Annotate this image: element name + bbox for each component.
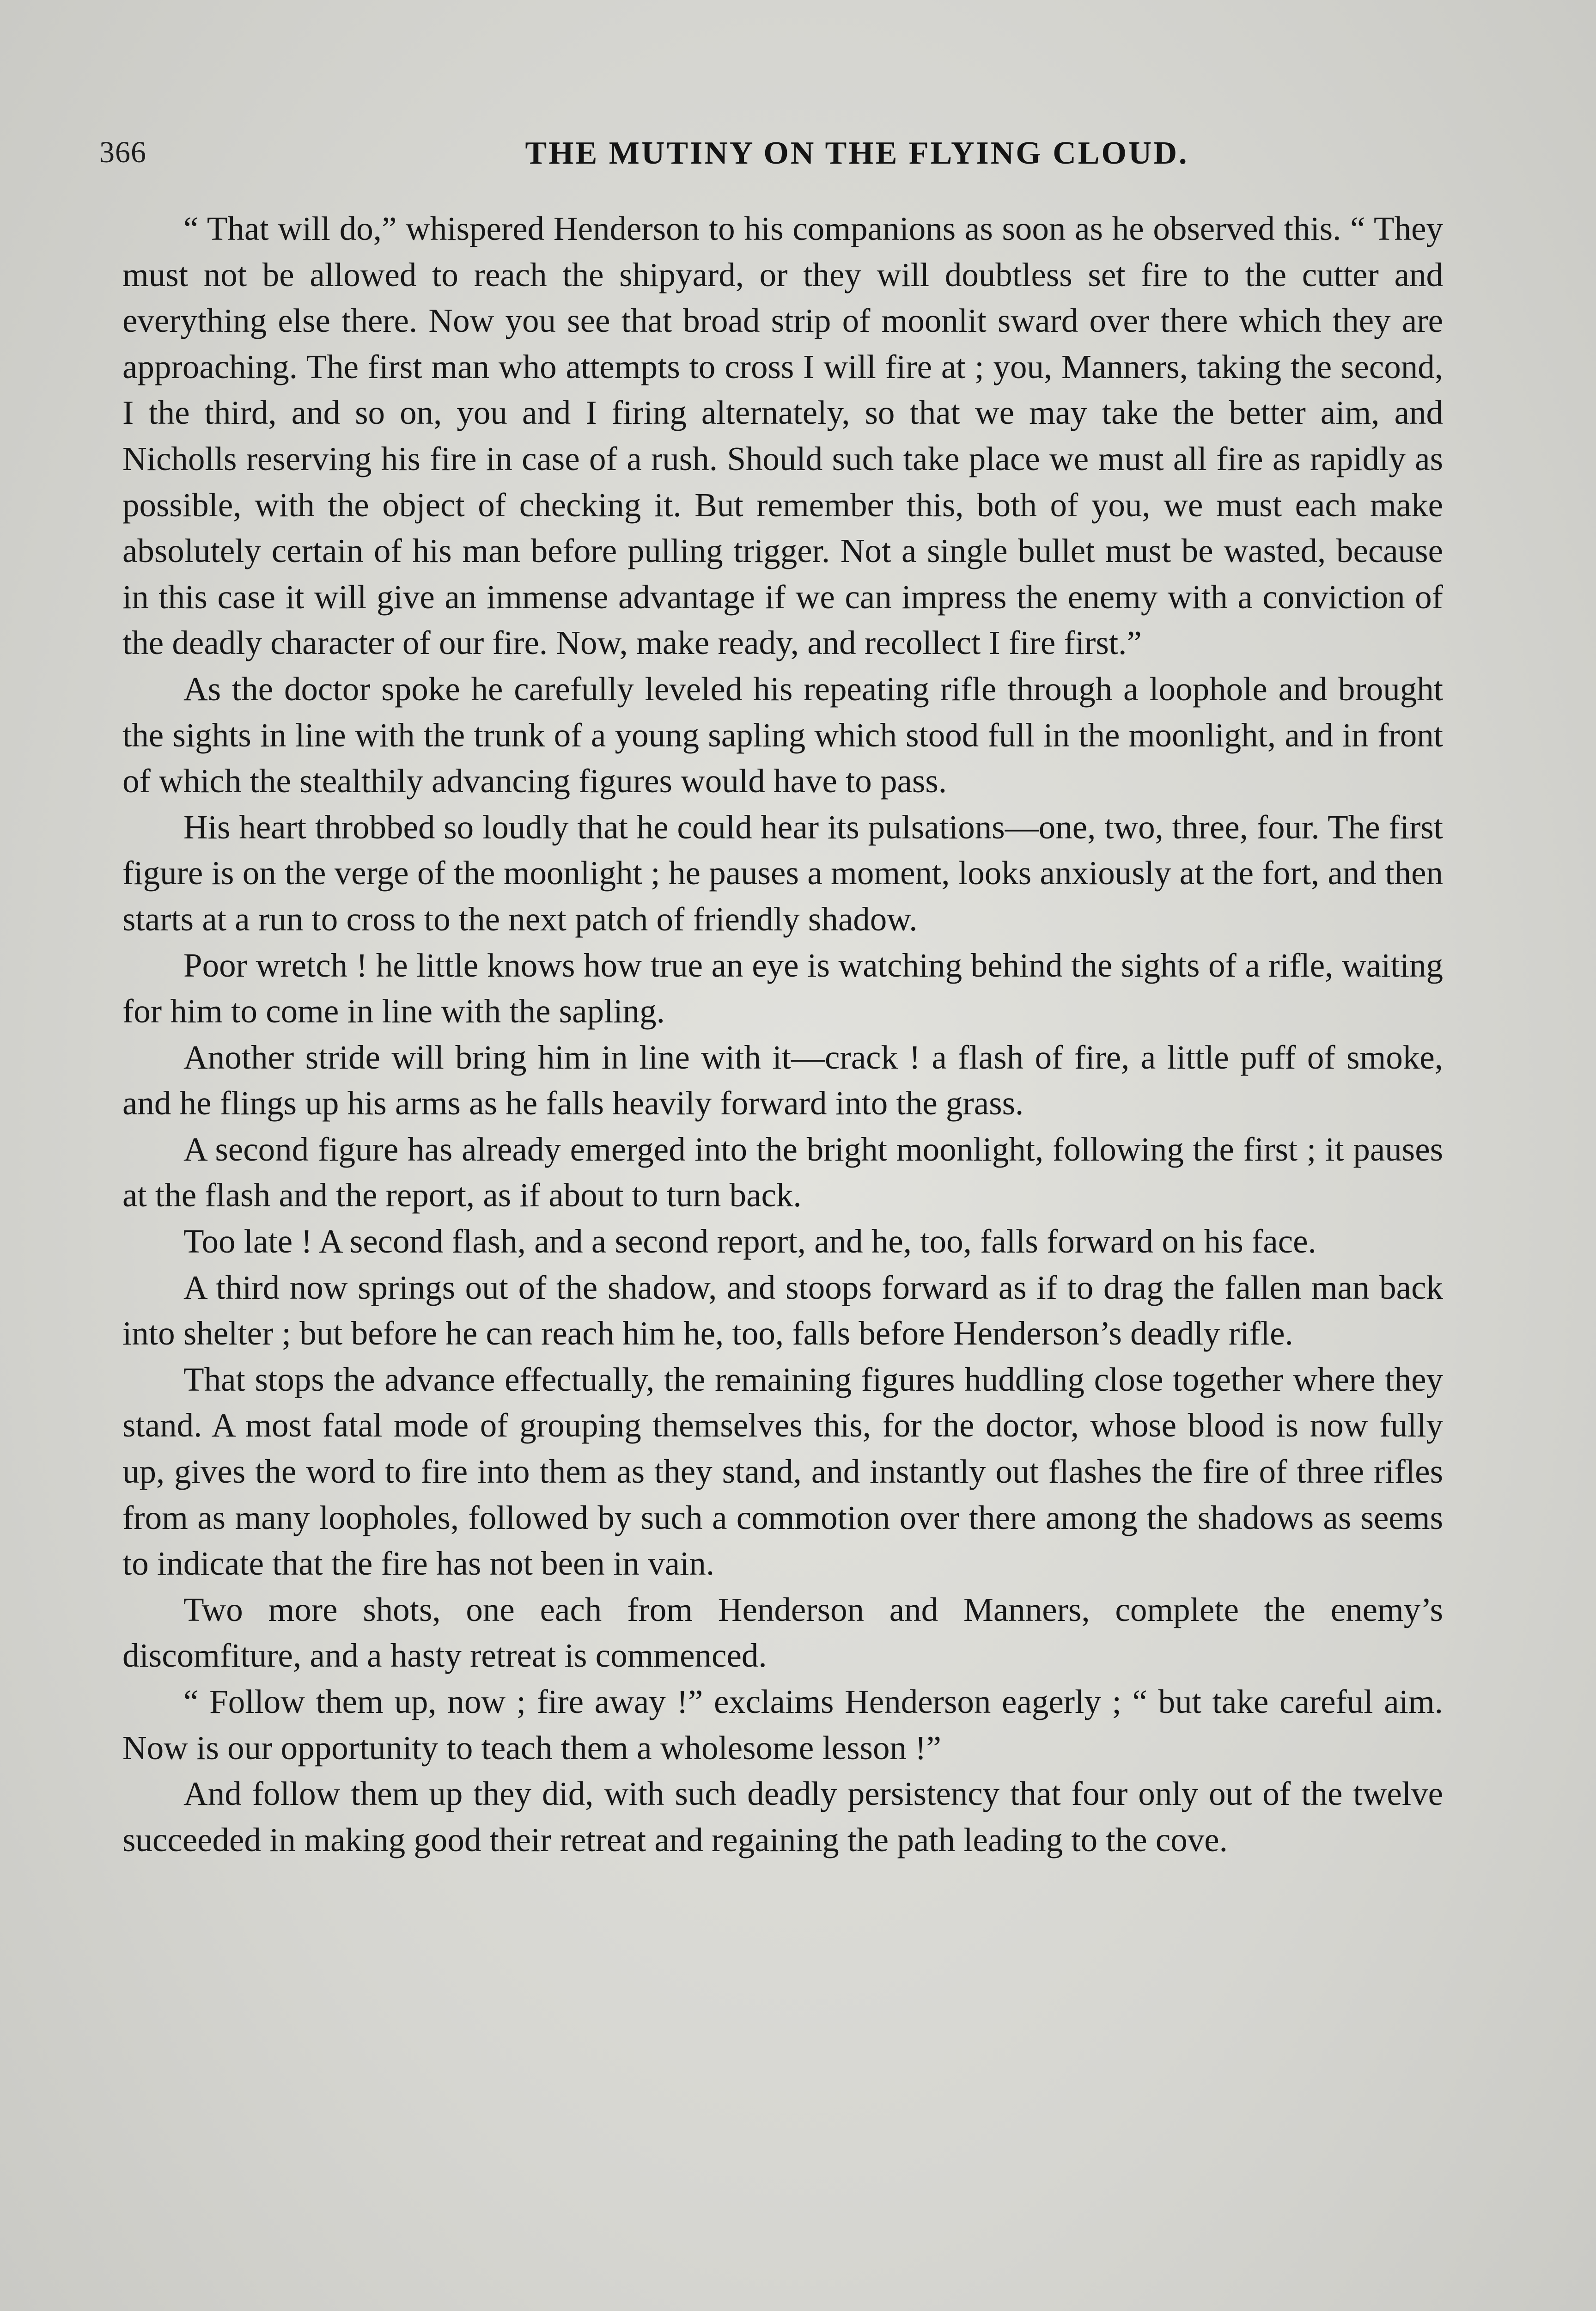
- running-head-title: THE MUTINY ON THE FLYING CLOUD.: [525, 135, 1189, 171]
- paragraph: Poor wretch ! he little knows how true an eye is watching behind the sights of a rifle, waiting for him to come in line with the sapling.: [122, 946, 1443, 1030]
- paragraph: Two more shots, one each from Henderson and Manners, complete the enemy’s discomfiture, and a hasty retreat is commenced.: [122, 1590, 1443, 1675]
- paragraph: And follow them up they did, with such deadly persistency that four only out of the twelve succeeded in making good their retreat and regaining the path leading to the cove.: [122, 1775, 1443, 1859]
- paragraph: His heart throbbed so loudly that he could hear its pulsations—one, two, three, four. The first figure is on the verge of the moonlight ; he pauses a moment, looks anxiously at the fort, and then starts at a run to cross to the next patch of friendly shadow.: [122, 808, 1443, 938]
- page-number: 366: [99, 135, 146, 169]
- page-header: [99, 135, 1457, 186]
- paragraph: “ Follow them up, now ; fire away !” exclaims Henderson eagerly ; “ but take careful aim. Now is our opportunity to teach them a wholesome lesson !”: [122, 1683, 1443, 1767]
- paragraph: Too late ! A second flash, and a second report, and he, too, falls forward on his face.: [183, 1223, 1316, 1260]
- paragraph: That stops the advance effectually, the remaining figures huddling close together where they stand. A most fatal mode of grouping themselves this, for the doctor, whose blood is now fully up, gives the word to fire into them as they stand, and instantly out flashes the fire of three rifles from as many loopholes, followed by such a commotion over there among the shadows as seems to indicate that the fire has not been in vain.: [122, 1360, 1443, 1583]
- paragraph: Another stride will bring him in line with it—crack ! a flash of fire, a little puff of smoke, and he flings up his arms as he falls heavily forward into the grass.: [122, 1038, 1443, 1122]
- paragraph: A third now springs out of the shadow, and stoops forward as if to drag the fallen man back into shelter ; but before he can reach him he, too, falls before Henderson’s deadly rifle.: [122, 1268, 1443, 1352]
- paragraph: As the doctor spoke he carefully leveled his repeating rifle through a loophole and brought the sights in line with the trunk of a young sapling which stood full in the moonlight, and in front of which the stealthily advancing figures would have to pass.: [122, 670, 1443, 800]
- body-text: [122, 206, 1443, 1863]
- paragraph: “ That will do,” whispered Henderson to his companions as soon as he observed this. “ They must not be allowed to reach the shipyard, or they will doubtless set fire to the cutter and everything else there. Now you see that broad strip of moonlit sward over there which they are approaching. The first man who attempts to cross I will fire at ; you, Manners, taking the second, I the third, and so on, you and I firing alternately, so that we may take the better aim, and Nicholls reserving his fire in case of a rush. Should such take place we must all fire as rapidly as possible, with the object of checking it. But remember this, both of you, we must each make absolutely certain of his man before pulling trigger. Not a single bullet must be wasted, because in this case it will give an immense advantage if we can impress the enemy with a conviction of the deadly character of our fire. Now, make ready, and recollect I fire first.”: [122, 210, 1443, 662]
- paragraph: A second figure has already emerged into the bright moonlight, following the first ; it pauses at the flash and the report, as if about to turn back.: [122, 1130, 1443, 1214]
